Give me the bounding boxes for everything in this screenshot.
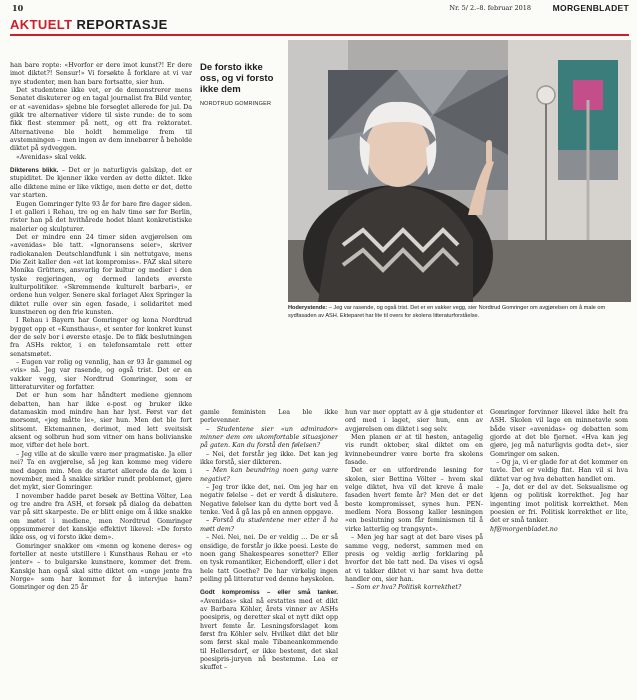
paragraph: – Og ja, vi er glade for at det kommer en tavle. Det er veldig fint. Han vil si hva diktet var og hva debatten handlet om.: [490, 459, 628, 483]
question-text: – Men kan beundring noen gang være negativt?: [200, 467, 338, 483]
paragraph: Gomringer snakker om «menn og konene deres» og forteller at neste utstillere i Kunsthaus Rehau er «to jenter» – to bulgarske kunstnere, kommer det frem. Kanskje han også skal sitte diktet om «unge jente fra Norge» som har kommet for å intervjue ham? Gomringer og den 25 år: [10, 542, 192, 592]
paragraph: Det er hun som har håndtert mediene gjennom debatten, han har ikke e-post og bruker ikke datamaskin mod mindre han har lyst. Først var det morsomt, «jeg måtte le», sier hun. Men det ble fort slitsomt. Ektemannen, derimot, med lett sveitsisk aksent og solbrun hud som vitner om hans bolivianske mor, vifter det hele bort.: [10, 392, 192, 450]
subheading: Dikterens blikk.: [10, 167, 59, 175]
question-text: – Studentene sier «un admirador» minner dem om ukomfortable situasjoner på gaten. Kan du forstå den følelsen?: [200, 425, 338, 450]
brand-logo: MORGENBLADET: [552, 3, 629, 13]
paragraph-question: [345, 584, 483, 592]
paragraph-question: [200, 426, 338, 451]
issue-info: Nr. 5/ 2.–8. februar 2018: [449, 4, 531, 12]
question-text: – Som er hva? Politisk korrekthet?: [351, 584, 462, 592]
article-column-3: [345, 409, 483, 697]
photo-illustration: [288, 40, 631, 302]
author-email[interactable]: hf@morgenbladet.no: [490, 525, 558, 533]
photo-caption: [288, 305, 631, 320]
paragraph: han bare ropte: «Hvorfor er dere imot kunst?! Er dere imot diktet?! Sensur!» Vi forsøkte å forklare at vi var nye studenter, men han bare fortsatte, sier hun.: [10, 62, 192, 86]
paragraph-text: – Det er jo naturligvis galskap, det er stupiditet. De kjenner ikke verden av dette diktet. Ikke alle diktene mine er like viktige, men dette er det, dette var starten.: [10, 167, 192, 200]
paragraph: – Men jeg har sagt at det bare vises på samme vegg, nederst, sammen med en presis og veldig ærlig forklaring på hvorfor det ble tatt ned. Da vises vi også at vi takker diktet vi har samt hva dette handler om, sier han.: [345, 534, 483, 583]
paragraph: – Jeg tror ikke det, nei. Om jeg har en negativ følelse – det er verdt å diskutere. Negative følelser kan du dytte bort ved å tenke. Ved å gå las på en annen oppgave.: [200, 484, 338, 517]
section-label-primary: AKTUELT: [10, 17, 73, 32]
paragraph: Eugen Gomringer fylte 93 år for bare fire dager siden. I et galleri i Rehau, tre og en halv time sør for Berlin, rister han på det hvithårede hodet blant konkretistiske malerier og skulpturer.: [10, 200, 192, 233]
pull-quote-byline: NORDTRUD GOMRINGER: [200, 101, 272, 107]
paragraph: – Nei, det forstår jeg ikke. Det kan jeg ikke forstå, sier dikteren.: [200, 450, 338, 467]
paragraph: – Ja, det er del av det. Seksualisme og kjønn og politisk korrekthet. Jeg har ingenting imot politisk korrekthet. Men poesien er fri. Politisk korrekthet er lite, det er små tanker.: [490, 484, 628, 525]
subheading-paragraph: [200, 589, 338, 672]
pull-quote-text: De forsto ikke oss, og vi forsto ikke dem: [200, 62, 274, 95]
paragraph-question: [200, 467, 338, 484]
paragraph: – Nei. Nei, nei. De er veldig … De er så ensidige, de forstår jo ikke poesi. Leste de noen gang Shakespeares sonetter? Eller en tysk romantiker, Eichendorff, eller i det hele tatt Goethe? De har virkelig ingen peiling på litteratur ved denne høyskolen.: [200, 534, 338, 583]
paragraph-text: «Avenidas» skal nå erstattes med et dikt av Barbara Köhler, årets vinner av ASHs poesipris, og deretter skal et nytt dikt opp hvert femte år. Lesningsforslaget kom først fra Köhler selv. Hvilket dikt det blir som først skal male Tibaneankommende til Hellersdorf, er ikke bestemt, det skal poesipris-juryen nå bestemme. Lea er skuffet –: [200, 597, 338, 672]
page-header: [10, 3, 629, 15]
paragraph: Det er mindre enn 24 timer siden avgjørelsen om «avenidas» ble tatt. «Ignoransens seier», skriver radiokanalen Deutschlandfunk i sin nettutgave, mens Die Zeit kaller den «et lat kompromiss». FAZ skal sitere Monika Grütters, ansvarlig for kultur og medier i den tyske regjeringen, og dermed landets øverste kulturpolitiker. «Skremmende kulturelt barbari», er ordene hun velger. Senere skal forlaget Alex Springer la diktet rulle over sin egen fasade, i solidaritet med kunstneren og den frie kunsten.: [10, 233, 192, 316]
paragraph: I november hadde paret besøk av Bettina Völter, Lea og tre andre fra ASH, et forsøk på dialog da debatten var på sitt skarpeste. De er blitt enige om å ikke snakke om møtet i mediene, men Nordtrud Gomringer oppsummerer det kanskje effektivt likevel: «De forsto ikke oss, og vi forsto ikke dem».: [10, 492, 192, 542]
paragraph: Gomringer forvinner likevel ikke helt fra ASH. Skolen vil lage en minnetavle som både viser «avenidas» og debatten som gjorde at det ble fjernet. «Hva kan jeg gjøre, jeg må naturligvis godta det», sier Gomringer om saken.: [490, 409, 628, 458]
pull-quote: [200, 62, 280, 107]
paragraph: gamle feministen Lea ble ikke perlevenner.: [200, 409, 338, 425]
article-column-4: [490, 409, 628, 697]
subheading: Godt kompromiss – eller små tanker.: [200, 589, 338, 597]
article-column-2: [200, 409, 338, 697]
paragraph: Det er en utfordrende løsning for skolen, sier Bettina Völter – hvem skal velge diktet, hva vil det kreve å male fasaden hvert femte år? Men det er det beste kompromisset, synes hun. PEN-medlem Nora Bossong kaller løsningen «en beslutning som får feminismen til å virke latterlig og trangsynt».: [345, 467, 483, 533]
paragraph: I Rehau i Bayern har Gomringer og kona Nordtrud bygget opp et «Kunsthaus», et senter for konkret kunst der de selv bor i øverste etasje. De to fikk beslutningen fra ASHs rektor, i en telefonsamtale rett etter senatsmøtet.: [10, 317, 192, 358]
caption-text: – Jeg var rasende, og også trist. Det er en vakker vegg, sier Nordtrud Gomringer om avgjørelsen om å male om sydfasaden av ASH. Ekteparet har lite til overs for skolens litteraturforståelse.: [288, 305, 606, 319]
portrait-photo: [288, 40, 631, 302]
paragraph: «Avenidas» skal vekk.: [16, 153, 87, 161]
subheading-paragraph: [10, 167, 192, 200]
article-column-1: [10, 62, 192, 694]
section-label-secondary: REPORTASJE: [76, 17, 168, 32]
page-number: 10: [12, 3, 24, 13]
paragraph: – Jeg ville at de skulle være mer pragmatiske. Ja eller nei? Ta en avgjørelse, så jeg kan komme meg videre med dagen min. Men de startet allerede da de kom i november, med å snakke sirkler rundt problemet, gjøre det mykt, sier Gomringer.: [10, 450, 192, 492]
paragraph: Det studentene ikke vet, er de demonstrerer mens Senatet diskuterer og en tagal journalist fra Bild venter, er at «avenidas» sjebne ble forseglet allerede for jul. Da gikk tre alternativer videre til siste runde: de to som fikk flest stemmer på nett, og ett fra rektoratet. Alternativene ble holdt hemmelige frem til avstemningen – men ingen av dem innebærer å beholde diktet på sydveggen.: [10, 87, 192, 153]
question-text: – Forstå du studentene mer etter å ha møtt dem?: [200, 517, 338, 533]
paragraph-question: [200, 517, 338, 534]
caption-lead: Hoderystende:: [288, 305, 328, 311]
section-label: [10, 17, 168, 32]
section-divider: [10, 34, 629, 36]
paragraph: Men planen er at til høsten, antagelig vis rundt oktober, skal diktet om en kvinnebeundrer være borte fra skolens fasade.: [345, 434, 483, 467]
paragraph: hun var mer opptatt av å gjø studenter et ord med i laget, sier hun, enn av avgjørelsen om diktet i seg selv.: [345, 409, 483, 433]
paragraph: – Eugen var rolig og vennlig, han er 93 år gammel og «vis» nå. Jeg var rasende, og også trist. Det er en vakker vegg, sier Nordtrud Gomringer, som er litteraturviter og forfatter.: [10, 359, 192, 392]
